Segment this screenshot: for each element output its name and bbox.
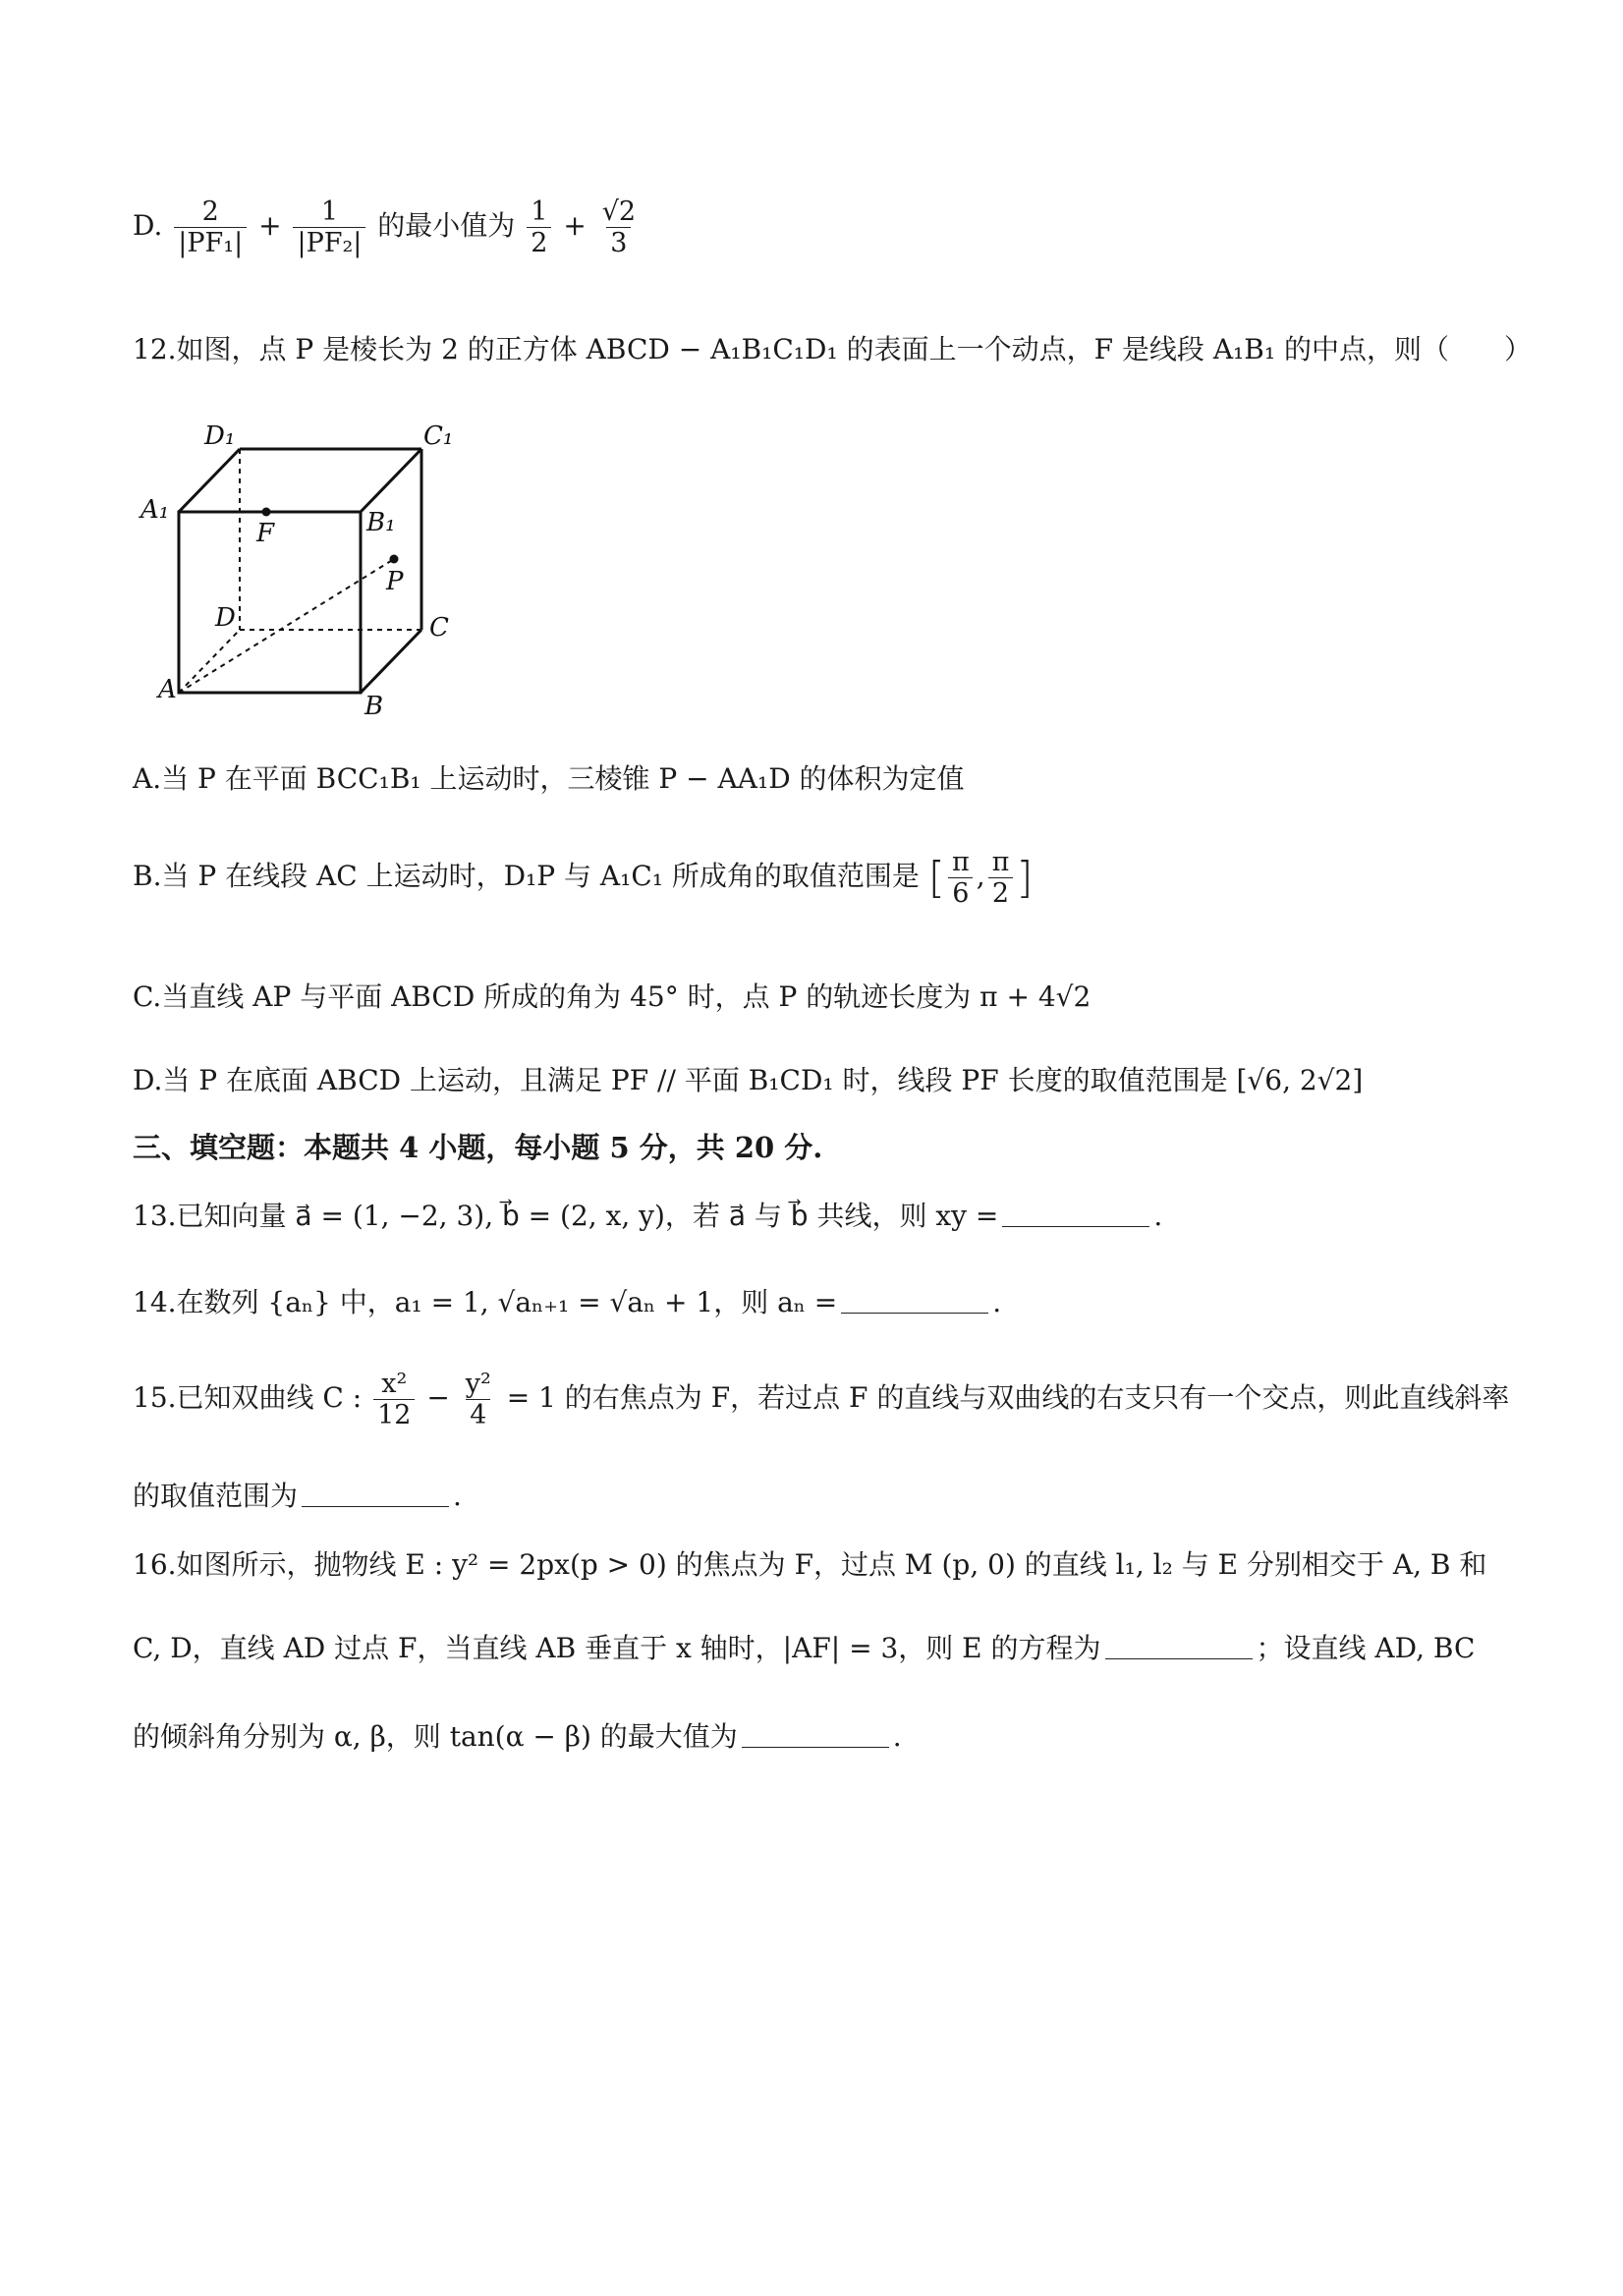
q16-answer-blank-1[interactable] [1105, 1631, 1253, 1659]
q12-option-b: B.当 P 在线段 AC 上运动时，D₁P 与 A₁C₁ 所成角的取值范围是 [ $\frac{\pi}{6}$ , $\frac{\pi}{2}$ ] [133, 847, 1034, 910]
q12-option-a: A.当 P 在平面 BCC₁B₁ 上运动时，三棱锥 P − AA₁D 的体积为定值 [133, 762, 965, 795]
q15-line-2: 的取值范围为 . [133, 1480, 462, 1512]
q16-line-2: C, D，直线 AD 过点 F，当直线 AB 垂直于 x 轴时，|AF| = 3，则 E 的方程为 ；设直线 AD, BC [133, 1632, 1476, 1664]
q15-fraction-y: $\frac{\text{y²}}{4}$ [465, 1369, 491, 1431]
point-f [262, 508, 271, 517]
q11d-prefix: D. [133, 209, 163, 243]
q14: 14.在数列 {aₙ} 中，a₁ = 1, √aₙ₊₁ = √aₙ + 1，则 aₙ = . [133, 1286, 1002, 1318]
q15-line-1: 15.已知双曲线 C : $\frac{\text{x²}}{12}$ − $\frac{\text{y²}}{4}$ = 1 的右焦点为 F，若过点 F 的直线与双曲线的右支只有一个交点，则此直线斜率 [133, 1369, 1510, 1431]
q11d-fraction-2: $\frac{1}{\text{|PF₂|}}$ [293, 196, 365, 258]
q11d-answer-fraction-1: $\frac{1}{2}$ [527, 196, 551, 258]
section-heading: 三、填空题：本题共 4 小题，每小题 5 分，共 20 分. [133, 1131, 823, 1164]
q14-answer-blank[interactable] [841, 1285, 988, 1314]
point-p [390, 555, 399, 564]
q15-answer-blank[interactable] [302, 1479, 449, 1507]
q12b-range-low: $\frac{\pi}{6}$ [948, 847, 974, 909]
label-b: B [364, 692, 384, 721]
q16-answer-blank-2[interactable] [742, 1719, 889, 1748]
q12-option-d: D.当 P 在底面 ABCD 上运动，且满足 PF // 平面 B₁CD₁ 时，线段 PF 长度的取值范围是 [√6, 2√2] [133, 1064, 1364, 1096]
q11-option-d: D. $\frac{2}{\text{|PF₁|}}$ + $\frac{1}{\text{|PF₂|}}$ 的最小值为 $\frac{1}{2}$ + $\frac{√2}{3}$ [133, 196, 1515, 258]
q11d-text: 的最小值为 [377, 209, 516, 243]
label-b1: B₁ [366, 508, 396, 537]
label-p: P [386, 567, 404, 596]
label-a1: A₁ [140, 495, 170, 525]
q12b-range-high: $\frac{\pi}{2}$ [988, 847, 1014, 909]
label-f: F [256, 519, 275, 548]
q11d-fraction-1: $\frac{2}{\text{|PF₁|}}$ [174, 196, 247, 258]
q16-line-1: 16.如图所示，抛物线 E : y² = 2px(p > 0) 的焦点为 F，过点 M (p, 0) 的直线 l₁, l₂ 与 E 分别相交于 A, B 和 [133, 1548, 1487, 1581]
label-d: D [215, 603, 236, 633]
q11d-answer-fraction-2: $\frac{√2}{3}$ [601, 196, 637, 259]
q12-option-c: C.当直线 AP 与平面 ABCD 所成的角为 45° 时，点 P 的轨迹长度为 π + 4√2 [133, 980, 1091, 1013]
edge-b1-c1 [361, 449, 421, 512]
q13: 13.已知向量 a⃗ = (1, −2, 3), b⃗ = (2, x, y)，若 a⃗ 与 b⃗ 共线，则 xy = . [133, 1200, 1163, 1232]
label-c1: C₁ [423, 421, 454, 451]
edge-a1-d1 [179, 449, 240, 512]
edge-b-c [361, 630, 421, 693]
label-d1: D₁ [204, 421, 236, 451]
label-a: A [158, 675, 177, 704]
q12-stem: 12.如图，点 P 是棱长为 2 的正方体 ABCD − A₁B₁C₁D₁ 的表面上一个动点，F 是线段 A₁B₁ 的中点，则（ ） [133, 333, 1532, 365]
cube-figure [133, 408, 467, 722]
q15-fraction-x: $\frac{\text{x²}}{12}$ [373, 1369, 415, 1430]
label-c: C [429, 613, 449, 643]
q16-line-3: 的倾斜角分别为 α, β，则 tan(α − β) 的最大值为 . [133, 1720, 902, 1753]
q13-answer-blank[interactable] [1002, 1199, 1149, 1227]
